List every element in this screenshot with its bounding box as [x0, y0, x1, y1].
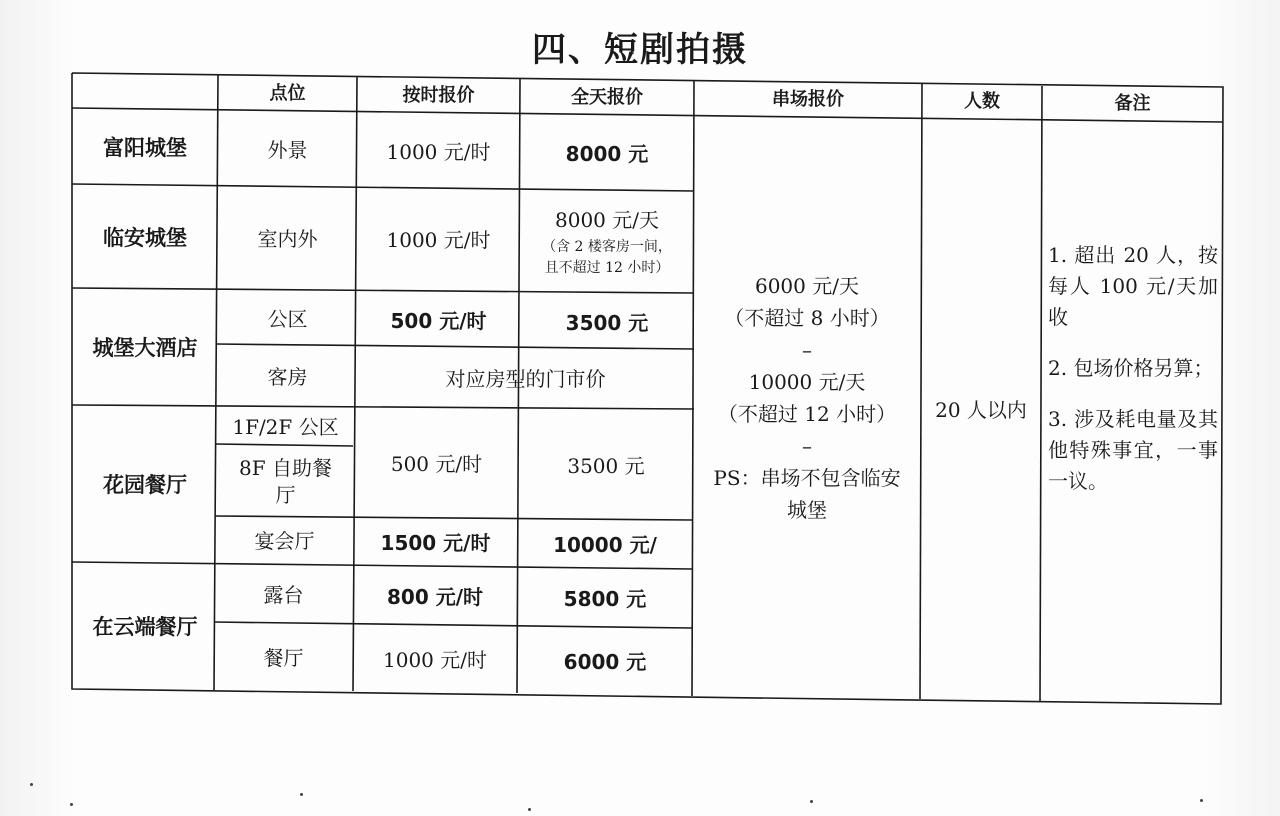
header-multi: 串场报价 — [772, 88, 844, 110]
point-banquet-hall: 宴会厅 — [254, 528, 315, 553]
scan-speck — [70, 803, 73, 806]
point-public-area: 公区 — [267, 306, 308, 331]
scan-speck — [810, 800, 813, 803]
people-limit: 20 人以内 — [935, 397, 1027, 422]
note-item: 2. 包场价格另算； — [1048, 356, 1214, 380]
fullday-fuyang: 8000 元 — [565, 141, 649, 166]
hourly-terrace: 800 元/时 — [386, 584, 483, 609]
multi-price-12h: 10000 元/天 — [748, 370, 866, 394]
point-8f-line1: 8F 自助餐 — [239, 456, 332, 480]
fullday-linan-price: 8000 元/天 — [555, 207, 659, 232]
fullday-hotel-public: 3500 元 — [565, 310, 649, 335]
multi-price-dash-1: – — [801, 338, 812, 362]
header-full-day: 全天报价 — [571, 86, 643, 108]
venue-garden: 花园餐厅 — [103, 472, 187, 497]
page-title: 四、短剧拍摄 — [532, 30, 748, 70]
venue-hotel: 城堡大酒店 — [92, 335, 198, 360]
point-8f-buffet — [216, 446, 355, 518]
multi-price-8h: 6000 元/天 — [754, 274, 859, 298]
guest-room-price: 对应房型的门市价 — [445, 366, 606, 391]
point-indoor-outdoor: 室内外 — [257, 226, 318, 251]
note-item: 3. 涉及耗电量及其他特殊事宜，一事一议。 — [1048, 407, 1218, 493]
multi-price-ps-2: 城堡 — [786, 498, 827, 522]
fullday-garden: 3500 元 — [567, 453, 645, 478]
multi-venue-price — [694, 270, 920, 550]
multi-price-12h-note: （不超过 12 小时） — [717, 402, 897, 426]
point-guest-room: 客房 — [267, 364, 308, 389]
multi-price-dash-2: – — [801, 434, 812, 458]
header-notes: 备注 — [1114, 92, 1151, 114]
hourly-hotel-public: 500 元/时 — [390, 308, 487, 333]
scan-speck — [30, 783, 33, 786]
fullday-terrace: 5800 元 — [563, 586, 647, 611]
fullday-linan-note1: （含 2 楼客房一间， — [542, 238, 672, 255]
fullday-linan-note2: 且不超过 12 小时） — [544, 260, 670, 277]
point-restaurant: 餐厅 — [263, 645, 304, 670]
hourly-linan: 1000 元/时 — [386, 227, 491, 252]
hourly-fuyang: 1000 元/时 — [386, 139, 491, 164]
point-exterior: 外景 — [267, 137, 308, 162]
multi-price-8h-note: （不超过 8 小时） — [724, 306, 890, 330]
hourly-cloud-restaurant: 1000 元/时 — [383, 647, 487, 672]
multi-price-ps-1: PS：串场不包含临安 — [713, 466, 901, 490]
scan-speck — [300, 793, 303, 796]
hourly-banquet: 1500 元/时 — [380, 530, 491, 555]
scan-speck — [1200, 799, 1203, 802]
header-hourly: 按时报价 — [402, 84, 475, 106]
point-8f-line2: 厅 — [275, 483, 296, 507]
venue-cloud: 在云端餐厅 — [92, 614, 198, 639]
scan-speck — [528, 808, 531, 811]
hourly-garden: 500 元/时 — [390, 451, 483, 476]
point-1f2f-public: 1F/2F 公区 — [232, 414, 339, 439]
note-item: 1. 超出 20 人，按每人 100 元/天加收 — [1048, 243, 1218, 329]
header-people: 人数 — [964, 90, 1000, 112]
fullday-cloud-restaurant: 6000 元 — [563, 649, 647, 674]
venue-linan: 临安城堡 — [103, 225, 187, 250]
point-terrace: 露台 — [263, 582, 304, 607]
venue-fuyang: 富阳城堡 — [103, 135, 187, 160]
fullday-banquet: 10000 元/ — [553, 532, 657, 557]
notes-list — [1048, 240, 1218, 517]
fullday-linan — [520, 192, 694, 292]
header-point: 点位 — [269, 82, 306, 104]
